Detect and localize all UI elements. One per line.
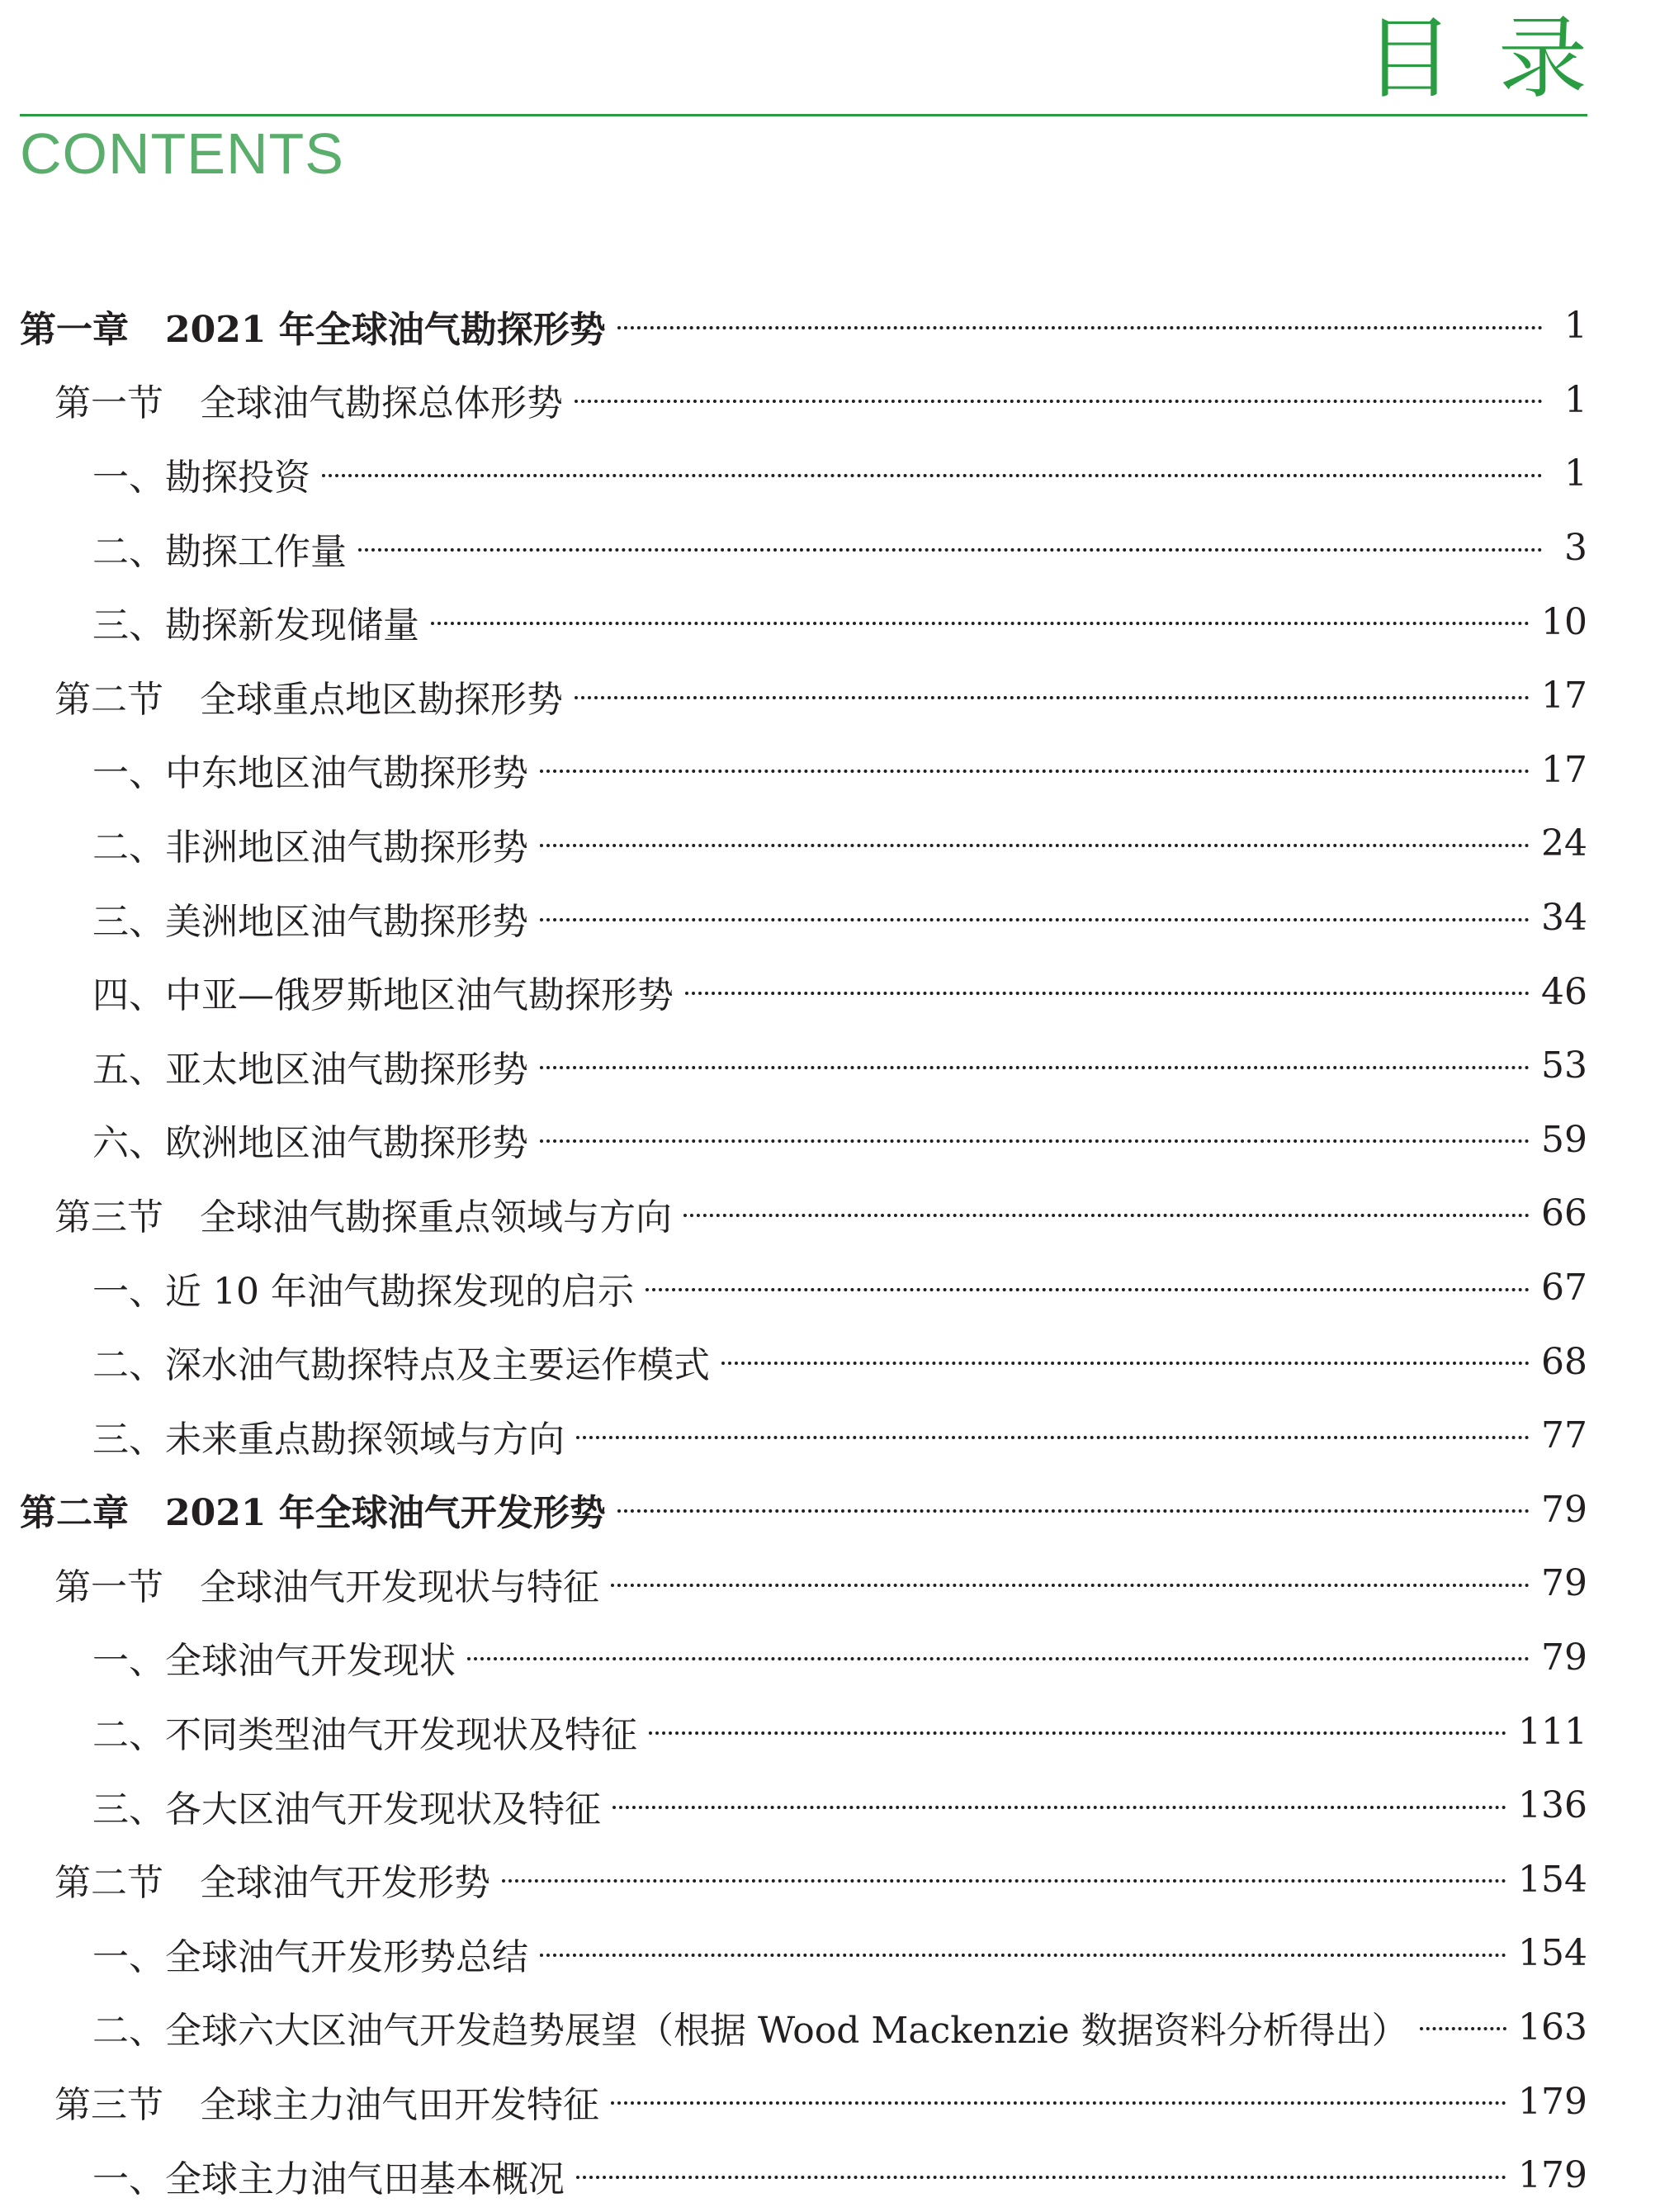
- toc-section-entry[interactable]: [20, 659, 1587, 733]
- toc-dot-leader: [1420, 2027, 1506, 2030]
- toc-subsection-entry[interactable]: [20, 1621, 1587, 1695]
- table-of-contents: [20, 289, 1587, 2212]
- toc-chapter-entry[interactable]: [20, 1473, 1587, 1547]
- toc-entry-title: 第三节 全球油气勘探重点领域与方向: [54, 1196, 672, 1239]
- toc-page-number: 79: [1541, 1636, 1587, 1679]
- toc-subsection-entry[interactable]: [20, 1029, 1587, 1103]
- toc-dot-leader: [540, 918, 1530, 921]
- toc-entry-title: 二、深水油气勘探特点及主要运作模式: [92, 1344, 710, 1387]
- toc-subsection-entry[interactable]: [20, 1103, 1587, 1177]
- toc-page-number: 136: [1518, 1784, 1587, 1827]
- toc-page-number: 24: [1541, 822, 1587, 865]
- toc-subsection-entry[interactable]: [20, 1991, 1587, 2065]
- toc-page-number: 1: [1564, 305, 1587, 348]
- page-title: 目录: [1364, 7, 1632, 111]
- toc-page-number: 17: [1541, 748, 1587, 791]
- toc-dot-leader: [540, 844, 1530, 847]
- toc-page-number: 17: [1541, 675, 1587, 718]
- toc-page-number: 59: [1541, 1118, 1587, 1161]
- toc-dot-leader: [576, 2176, 1506, 2179]
- toc-entry-title: 五、亚太地区油气勘探形势: [92, 1048, 528, 1091]
- toc-subsection-entry[interactable]: [20, 1251, 1587, 1325]
- toc-page-number: 1: [1564, 378, 1587, 421]
- toc-section-entry[interactable]: [20, 1842, 1587, 1916]
- toc-entry-title: 一、全球油气开发现状: [92, 1640, 456, 1683]
- toc-dot-leader: [721, 1362, 1530, 1365]
- toc-dot-leader: [322, 474, 1543, 477]
- toc-chapter-entry[interactable]: [20, 289, 1587, 363]
- toc-entry-title: 一、全球油气开发形势总结: [92, 1935, 528, 1978]
- toc-entry-title: 第二章 2021 年全球油气开发形势: [20, 1492, 606, 1535]
- toc-entry-title: 三、各大区油气开发现状及特征: [92, 1788, 601, 1831]
- toc-dot-leader: [685, 992, 1530, 995]
- toc-entry-title: 一、中东地区油气勘探形势: [92, 752, 528, 795]
- toc-subsection-entry[interactable]: [20, 1769, 1587, 1843]
- toc-page-number: 79: [1541, 1562, 1587, 1605]
- toc-entry-title: 第一节 全球油气勘探总体形势: [54, 382, 563, 425]
- toc-dot-leader: [540, 1066, 1530, 1069]
- toc-subsection-entry[interactable]: [20, 1694, 1587, 1769]
- toc-page-number: 154: [1518, 1858, 1587, 1901]
- toc-entry-title: 第一章 2021 年全球油气勘探形势: [20, 308, 606, 351]
- toc-subsection-entry[interactable]: [20, 1399, 1587, 1473]
- toc-page-number: 111: [1518, 1710, 1587, 1753]
- toc-dot-leader: [611, 1584, 1530, 1587]
- toc-entry-title: 二、不同类型油气开发现状及特征: [92, 1714, 637, 1757]
- header-divider: [20, 114, 1587, 116]
- toc-dot-leader: [649, 1731, 1506, 1735]
- toc-entry-title: 三、美洲地区油气勘探形势: [92, 900, 528, 943]
- toc-page-number: 46: [1541, 970, 1587, 1013]
- toc-section-entry[interactable]: [20, 2064, 1587, 2139]
- toc-page-number: 179: [1518, 2154, 1587, 2197]
- toc-subsection-entry[interactable]: [20, 881, 1587, 955]
- toc-dot-leader: [467, 1657, 1530, 1660]
- toc-subsection-entry[interactable]: [20, 585, 1587, 659]
- toc-page-number: 154: [1518, 1932, 1587, 1975]
- toc-entry-title: 一、近 10 年油气勘探发现的启示: [92, 1270, 634, 1313]
- toc-entry-title: 三、勘探新发现储量: [92, 604, 419, 647]
- toc-dot-leader: [575, 696, 1530, 699]
- toc-dot-leader: [576, 1436, 1530, 1439]
- toc-entry-title: 六、欧洲地区油气勘探形势: [92, 1122, 528, 1165]
- toc-dot-leader: [646, 1288, 1530, 1291]
- toc-page-number: 1: [1564, 452, 1587, 495]
- contents-subtitle: CONTENTS: [20, 121, 344, 186]
- toc-entry-title: 四、中亚—俄罗斯地区油气勘探形势: [92, 974, 674, 1017]
- toc-page-number: 79: [1541, 1488, 1587, 1531]
- toc-entry-title: 一、全球主力油气田基本概况: [92, 2158, 565, 2200]
- toc-dot-leader: [540, 770, 1530, 773]
- toc-entry-title: 二、全球六大区油气开发趋势展望（根据 Wood Mackenzie 数据资料分析得出）: [92, 2010, 1408, 2053]
- toc-page-number: 77: [1541, 1414, 1587, 1457]
- toc-dot-leader: [540, 1139, 1530, 1143]
- toc-dot-leader: [612, 1806, 1506, 1809]
- toc-section-entry[interactable]: [20, 1547, 1587, 1621]
- toc-entry-title: 第一节 全球油气开发现状与特征: [54, 1565, 599, 1608]
- toc-page-number: 163: [1518, 2006, 1587, 2049]
- toc-subsection-entry[interactable]: [20, 1324, 1587, 1399]
- toc-subsection-entry[interactable]: [20, 2139, 1587, 2212]
- toc-dot-leader: [617, 1509, 1530, 1513]
- toc-section-entry[interactable]: [20, 1177, 1587, 1251]
- toc-page-number: 66: [1541, 1192, 1587, 1235]
- toc-page-number: 3: [1564, 527, 1587, 570]
- toc-subsection-entry[interactable]: [20, 954, 1587, 1029]
- toc-dot-leader: [358, 548, 1543, 552]
- toc-page-number: 34: [1541, 897, 1587, 940]
- toc-dot-leader: [683, 1214, 1530, 1217]
- toc-entry-title: 第二节 全球重点地区勘探形势: [54, 678, 563, 721]
- toc-entry-title: 第三节 全球主力油气田开发特征: [54, 2084, 599, 2127]
- toc-page-number: 179: [1518, 2080, 1587, 2123]
- toc-entry-title: 第二节 全球油气开发形势: [54, 1862, 490, 1905]
- toc-subsection-entry[interactable]: [20, 511, 1587, 585]
- toc-page-number: 53: [1541, 1044, 1587, 1087]
- toc-page-number: 68: [1541, 1340, 1587, 1383]
- toc-subsection-entry[interactable]: [20, 807, 1587, 881]
- toc-dot-leader: [502, 1879, 1506, 1883]
- toc-dot-leader: [617, 326, 1543, 329]
- toc-entry-title: 一、勘探投资: [92, 456, 310, 499]
- toc-subsection-entry[interactable]: [20, 733, 1587, 808]
- toc-section-entry[interactable]: [20, 363, 1587, 438]
- toc-entry-title: 二、非洲地区油气勘探形势: [92, 826, 528, 869]
- toc-page-number: 67: [1541, 1267, 1587, 1310]
- toc-page-number: 10: [1541, 600, 1587, 643]
- toc-subsection-entry[interactable]: [20, 437, 1587, 511]
- toc-dot-leader: [540, 1954, 1506, 1957]
- toc-entry-title: 三、未来重点勘探领域与方向: [92, 1418, 565, 1461]
- toc-dot-leader: [611, 2101, 1506, 2105]
- toc-subsection-entry[interactable]: [20, 1916, 1587, 1991]
- toc-dot-leader: [431, 622, 1530, 625]
- toc-entry-title: 二、勘探工作量: [92, 530, 347, 573]
- toc-dot-leader: [575, 400, 1543, 403]
